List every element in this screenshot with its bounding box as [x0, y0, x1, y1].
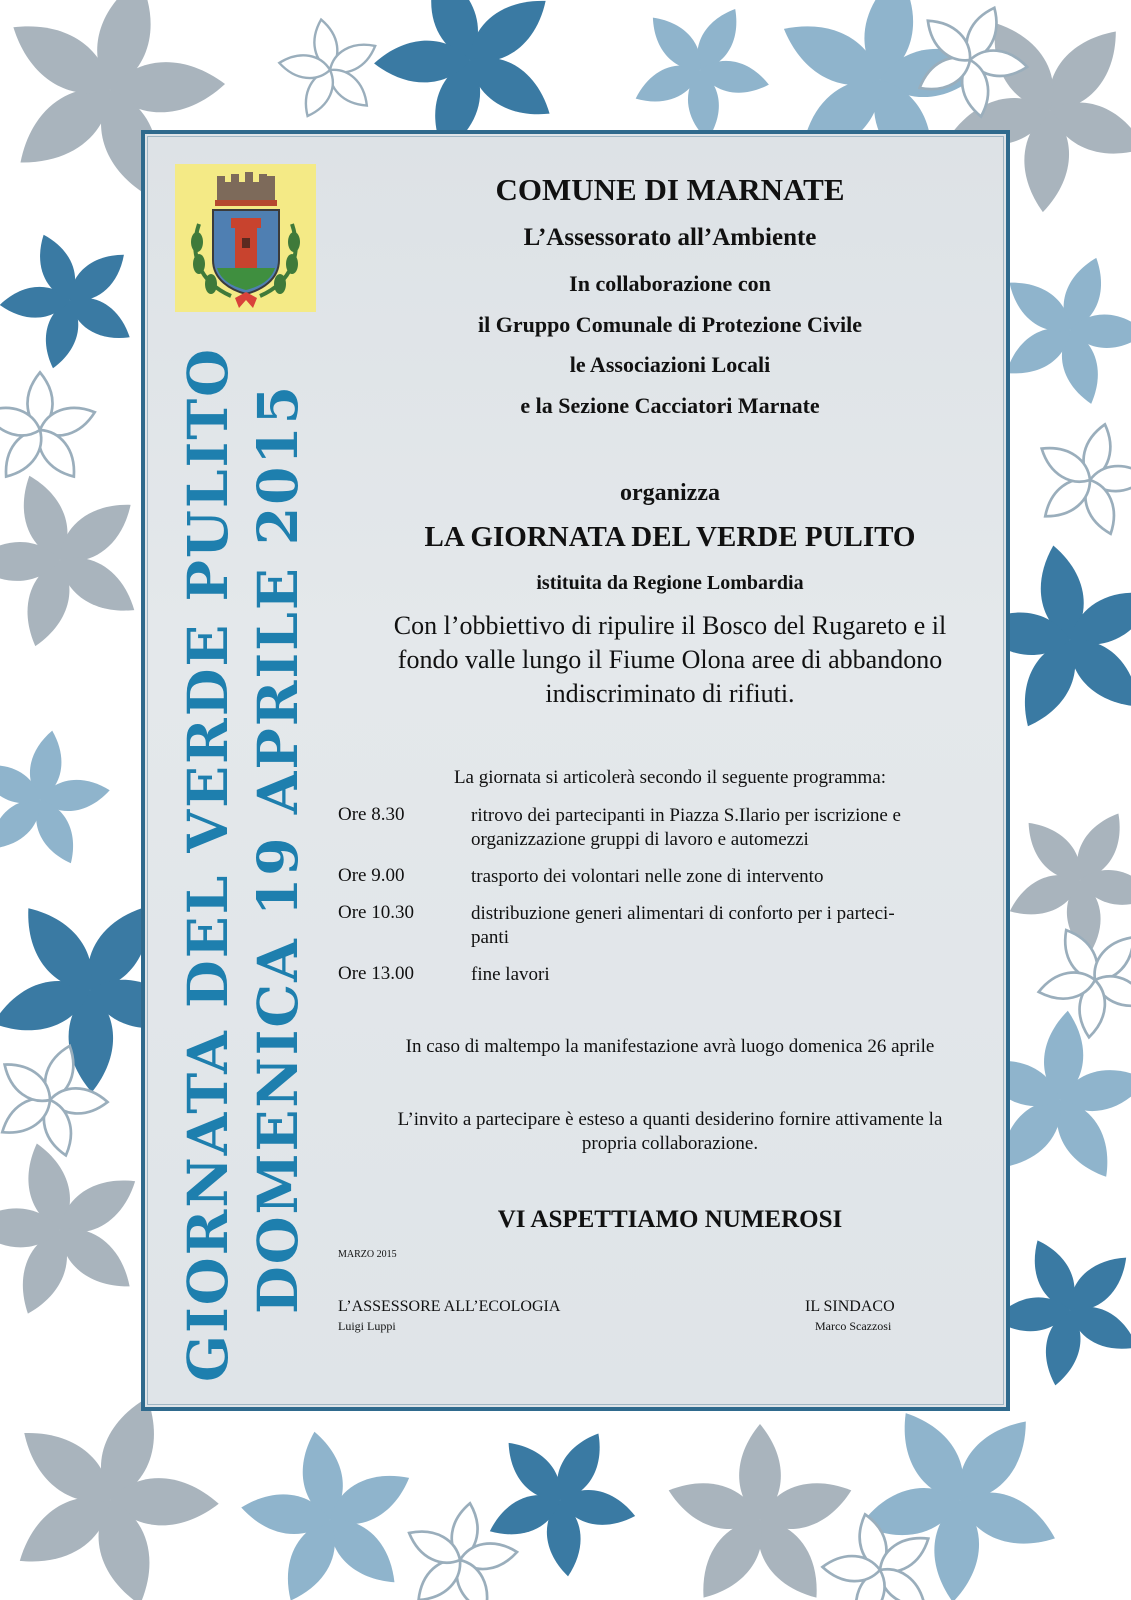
- event-institution: istituita da Regione Lombardia: [536, 572, 804, 594]
- left-signatory-role: L’ASSESSORE ALL’ECOLOGIA: [338, 1298, 561, 1315]
- invite-line-2: propria collaborazione.: [581, 1133, 759, 1154]
- vertical-line-2: DOMENICA 19 APRILE 2015: [245, 384, 310, 1314]
- program-desc-line: panti: [471, 927, 509, 948]
- program-intro: La giornata si articolerà secondo il seguente programma:: [453, 767, 887, 788]
- invite-line-1: L’invito a partecipare è esteso a quanti desiderino fornire attivamente la: [397, 1109, 943, 1130]
- program-desc-line: distribuzione generi alimentari di conforto per i parteci-: [471, 903, 895, 924]
- weather-note: In caso di maltempo la manifestazione avrà luogo domenica 26 aprile: [405, 1036, 935, 1057]
- department: L’Assessorato all’Ambiente: [523, 224, 817, 251]
- program-desc: [471, 963, 971, 987]
- vertical-title: [145, 134, 345, 1415]
- program-desc-line: organizzazione gruppi di lavoro e automezzi: [471, 829, 809, 850]
- event-name: LA GIORNATA DEL VERDE PULITO: [424, 521, 916, 553]
- partner-3: e la Sezione Cacciatori Marnate: [520, 393, 820, 418]
- collaboration-label: In collaborazione con: [569, 271, 771, 296]
- right-signatory-name: Marco Scazzosi: [815, 1319, 892, 1333]
- program-desc: [471, 804, 971, 852]
- left-signatory-name: Luigi Luppi: [338, 1319, 396, 1333]
- municipality-title: COMUNE DI MARNATE: [495, 172, 845, 207]
- event-description-line-1: Con l’obbiettivo di ripulire il Bosco del Rugareto e il: [393, 611, 947, 640]
- event-description-line-2: fondo valle lungo il Fiume Olona aree di abbandono: [397, 645, 943, 674]
- partner-2: le Associazioni Locali: [569, 352, 771, 377]
- right-signatory-role: IL SINDACO: [805, 1298, 895, 1315]
- program-time: Ore 8.30: [338, 804, 405, 825]
- event-description-line-3: indiscriminato di rifiuti.: [545, 679, 795, 708]
- organizza-label: organizza: [620, 480, 720, 506]
- program-desc-line: fine lavori: [471, 964, 550, 985]
- document-date: MARZO 2015: [338, 1249, 397, 1260]
- partner-1: il Gruppo Comunale di Protezione Civile: [478, 312, 862, 337]
- program-desc-line: trasporto dei volontari nelle zone di intervento: [471, 866, 824, 887]
- program-desc: [471, 865, 971, 889]
- closing-slogan: VI ASPETTIAMO NUMEROSI: [497, 1206, 843, 1233]
- program-time: Ore 9.00: [338, 865, 405, 886]
- poster-panel: [141, 130, 1010, 1411]
- program-desc: [471, 902, 971, 950]
- program-desc-line: ritrovo dei partecipanti in Piazza S.Ilario per iscrizione e: [471, 805, 901, 826]
- program-time: Ore 10.30: [338, 902, 414, 923]
- vertical-line-1: GIORNATA DEL VERDE PULITO: [175, 346, 240, 1382]
- program-time: Ore 13.00: [338, 963, 414, 984]
